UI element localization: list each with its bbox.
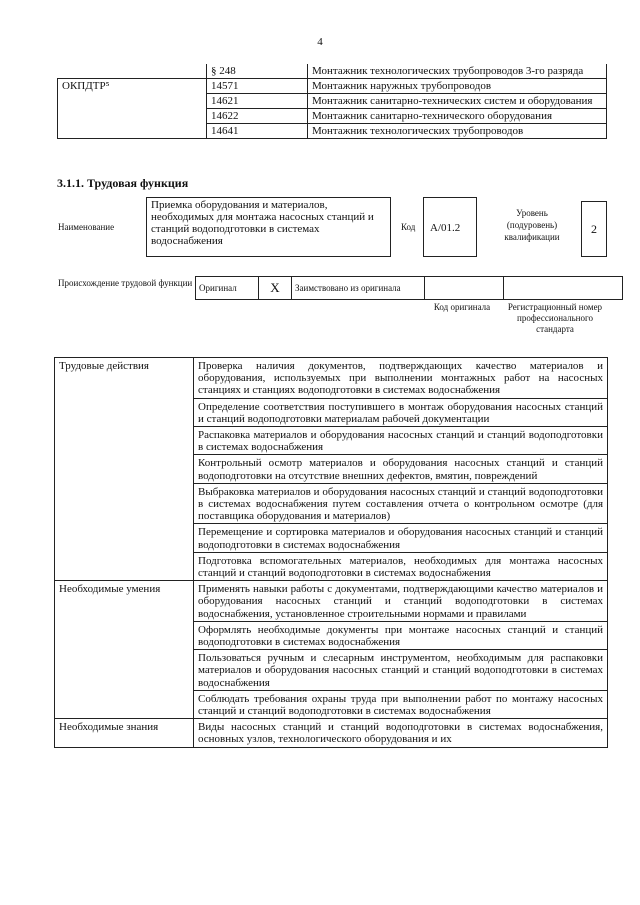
code-cell: 14571 [207, 79, 308, 94]
okpdtr-table [57, 64, 607, 139]
section-label: Необходимые умения [55, 581, 194, 719]
code-cell: § 248 [207, 64, 308, 79]
section-title: 3.1.1. Трудовая функция [57, 176, 189, 190]
list-item: Контрольный осмотр материалов и оборудования насосных станций и станций водоподготовки на отсутствие внешних дефектов, вмятин, повреждений [194, 455, 608, 483]
okpdtr-row [58, 64, 607, 79]
function-code-box: А/01.2 [423, 197, 477, 257]
group-cell [58, 64, 207, 79]
okpdtr-row [58, 79, 607, 94]
level-value-box: 2 [581, 201, 607, 257]
occupation-cell: Монтажник санитарно-технического оборудования [308, 109, 607, 124]
group-cell [58, 109, 207, 124]
group-cell [58, 94, 207, 109]
list-item: Соблюдать требования охраны труда при выполнении работ по монтажу насосных станций и станций водоподготовки в системах водоснабжения [194, 690, 608, 718]
code-original-label: Код оригинала [433, 302, 491, 312]
group-cell [58, 124, 207, 139]
occupation-cell: Монтажник технологических трубопроводов [308, 124, 607, 139]
list-item: Применять навыки работы с документами, подтверждающими качество материалов и оборудования насосных станций и станций водоподготовки в системах водоснабжения, установленное строительными нормами и правилами [194, 581, 608, 622]
reg-number-cell [504, 277, 623, 300]
occupation-cell: Монтажник санитарно-технических систем и оборудования [308, 94, 607, 109]
list-item: Пользоваться ручным и слесарным инструментом, необходимым для распаковки материалов и оборудования насосных станций и станций водоподготовки в системах водоснабжения [194, 650, 608, 691]
list-item: Распаковка материалов и оборудования насосных станций и станций водоподготовки в системах водоснабжения [194, 427, 608, 455]
occupation-cell: Монтажник технологических трубопроводов 3-го разряда [308, 64, 607, 79]
page-number: 4 [317, 36, 323, 48]
code-original-cell [425, 277, 504, 300]
code-cell: 14621 [207, 94, 308, 109]
group-cell: ОКПДТР⁵ [58, 79, 207, 94]
code-label: Код [401, 222, 416, 232]
reg-number-label: Регистрационный номер профессионального стандарта [507, 302, 603, 334]
okpdtr-row [58, 94, 607, 109]
code-cell: 14622 [207, 109, 308, 124]
list-item: Перемещение и сортировка материалов и оборудования насосных станций и станций водоподготовки в системах водоснабжения [194, 524, 608, 552]
okpdtr-row [58, 124, 607, 139]
original-mark: X [259, 277, 292, 300]
okpdtr-row [58, 109, 607, 124]
list-item: Определение соответствия поступившего в монтаж оборудования насосных станций и станций водоподготовки материалам рабочей документации [194, 398, 608, 426]
level-label: Уровень (подуровень) квалификации [504, 208, 560, 242]
section-label: Необходимые знания [55, 719, 194, 747]
table-row [55, 581, 608, 622]
occupation-cell: Монтажник наружных трубопроводов [308, 79, 607, 94]
list-item: Проверка наличия документов, подтверждающих качество материалов и оборудования, используемых при выполнении монтажных работ на насосных станциях и станциях водоподготовки в системах водоснабжения [194, 358, 608, 399]
origin-table [195, 276, 623, 300]
name-label: Наименование [58, 222, 115, 232]
function-details-table [54, 357, 608, 748]
table-row [55, 358, 608, 399]
section-label: Трудовые действия [55, 358, 194, 581]
list-item: Виды насосных станций и станций водоподготовки в системах водоснабжения, основных узлов, технологического оборудования и их [194, 719, 608, 747]
table-row [55, 719, 608, 747]
borrowed-label: Заимствовано из оригинала [292, 277, 425, 300]
code-cell: 14641 [207, 124, 308, 139]
function-name-box: Приемка оборудования и материалов, необходимых для монтажа насосных станций и станций водоподготовки в системах водоснабжения [146, 197, 391, 257]
original-label: Оригинал [196, 277, 259, 300]
origin-label: Происхождение трудовой функции [58, 278, 193, 288]
list-item: Выбраковка материалов и оборудования насосных станций и станций водоподготовки в системах водоснабжения путем составления отчета о контрольном осмотре (для поставщика оборудования и материалов) [194, 483, 608, 524]
list-item: Подготовка вспомогательных материалов, необходимых для монтажа насосных станций и станций водоподготовки в системах водоснабжения [194, 552, 608, 580]
list-item: Оформлять необходимые документы при монтаже насосных станций и станций водоподготовки в системах водоснабжения [194, 621, 608, 649]
